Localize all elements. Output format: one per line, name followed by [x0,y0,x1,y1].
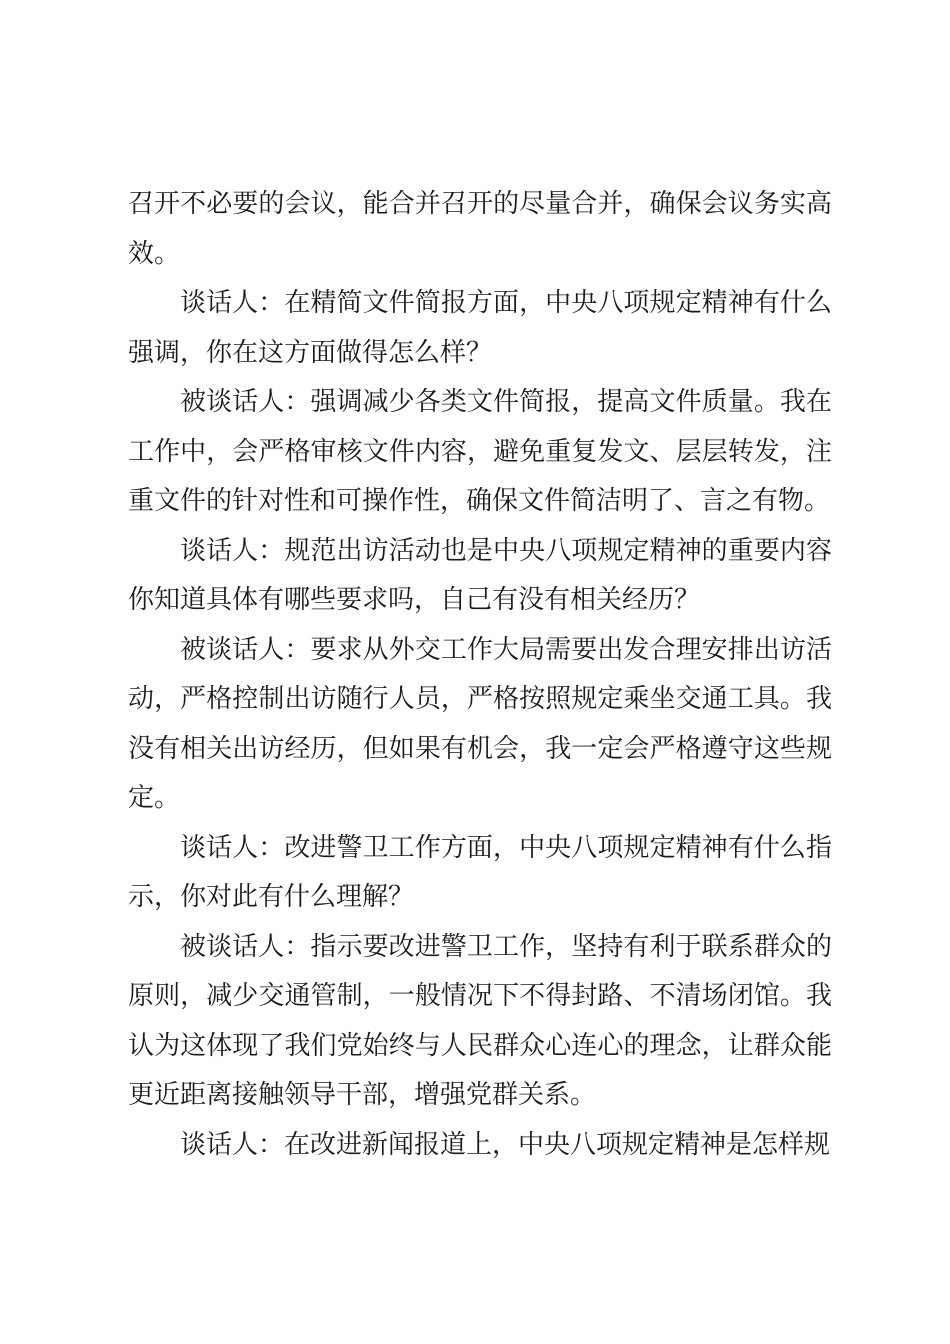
paragraph-question-news: 谈话人：在改进新闻报道上，中央八项规定精神是怎样规 [180,1129,831,1160]
paragraph-answer-security: 被谈话人：指示要改进警卫工作，坚持有利于联系群众的原则，减少交通管制，一般情况下不得封路、不清场闭馆。我认为这体现了我们党始终与人民群众心连心的理念，让群众能更近距离接触领导干部，增强党群关系。 [128,931,832,1110]
paragraph-continuation: 召开不必要的会议，能合并召开的尽量合并，确保会议务实高效。 [128,189,832,269]
paragraph-question-security: 谈话人：改进警卫工作方面，中央八项规定精神有什么指示，你对此有什么理解？ [128,832,832,912]
document-body [128,180,832,1170]
paragraph-answer-documents: 被谈话人：强调减少各类文件简报，提高文件质量。我在工作中，会严格审核文件内容，避免重复发文、层层转发，注重文件的针对性和可操作性，确保文件简洁明了、言之有物。 [128,387,832,516]
paragraph-question-visits: 谈话人：规范出访活动也是中央八项规定精神的重要内容你知道具体有哪些要求吗，自己有没有相关经历？ [128,535,832,615]
paragraph-answer-visits: 被谈话人：要求从外交工作大局需要出发合理安排出访活动，严格控制出访随行人员，严格按照规定乘坐交通工具。我没有相关出访经历，但如果有机会，我一定会严格遵守这些规定。 [128,634,832,813]
paragraph-question-documents: 谈话人：在精简文件简报方面，中央八项规定精神有什么强调，你在这方面做得怎么样？ [128,288,832,368]
